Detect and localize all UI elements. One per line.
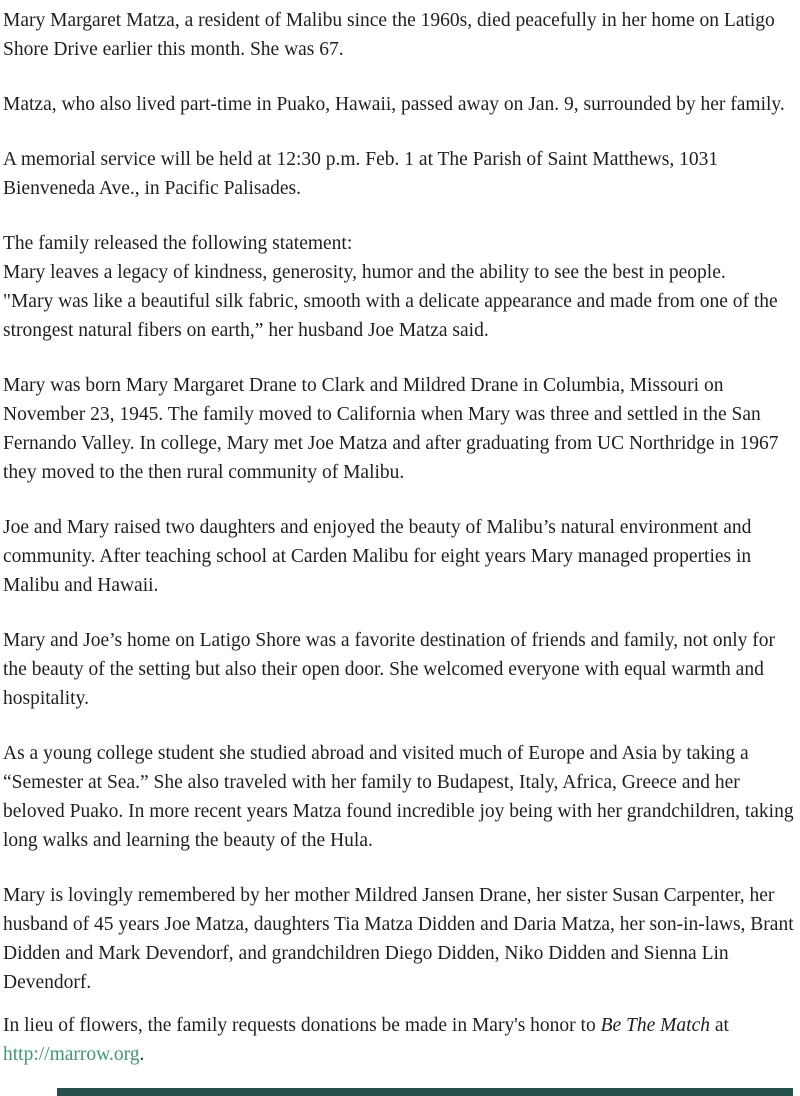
text-run: Joe and Mary raised two daughters and enjoyed the beauty of Malibu’s natural environment and community. After teaching school at Carden Malibu for eight years Mary managed properties in Malibu and Hawaii. xyxy=(3,517,752,596)
text-run: "Mary was like a beautiful silk fabric, smooth with a delicate appearance and made from one of the strongest natural fibers on earth,” her husband Joe Matza said. xyxy=(3,291,778,341)
text-run: Mary leaves a legacy of kindness, generosity, humor and the ability to see the best in people. xyxy=(3,262,726,283)
text-run: In lieu of flowers, the family requests donations be made in Mary's honor to xyxy=(3,1015,601,1036)
text-run: Mary was born Mary Margaret Drane to Clark and Mildred Drane in Columbia, Missouri on November 23, 1945. The family moved to California when Mary was three and settled in the San Fernando Valley. In college, Mary met Joe Matza and after graduating from UC Northridge in 1967 they moved to the then rural community of Malibu. xyxy=(3,375,779,483)
text-run: As a young college student she studied abroad and visited much of Europe and Asia by taking a “Semester at Sea.” She also traveled with her family to Budapest, Italy, Africa, Greece and her beloved Puako. In more recent years Matza found incredible joy being with her grandchildren, taking long walks and learning the beauty of the Hula. xyxy=(3,743,794,851)
paragraph-passing xyxy=(3,90,797,119)
text-run: Mary Margaret Matza, a resident of Malibu since the 1960s, died peacefully in her home on Latigo Shore Drive earlier this month. She was 67. xyxy=(3,10,775,60)
bottom-bar xyxy=(57,1088,793,1096)
text-run: Mary and Joe’s home on Latigo Shore was a favorite destination of friends and family, not only for the beauty of the setting but also their open door. She welcomed everyone with equal warmth and hospitality. xyxy=(3,630,776,709)
paragraph-survivors xyxy=(3,881,797,997)
text-run: Matza, who also lived part-time in Puako, Hawaii, passed away on Jan. 9, surrounded by her family. xyxy=(3,94,785,115)
text-run: The family released the following statement: xyxy=(3,233,353,254)
text-run: . xyxy=(139,1044,145,1065)
paragraph-early-life xyxy=(3,371,797,487)
marrow-org-link[interactable]: http://marrow.org xyxy=(3,1044,140,1065)
paragraph-family-statement xyxy=(3,229,797,345)
text-run: Mary is lovingly remembered by her mother Mildred Jansen Drane, her sister Susan Carpenter, her husband of 45 years Joe Matza, daughters Tia Matza Didden and Daria Matza, her son-in-laws, Brant Didden and Mark Devendorf, and grandchildren Diego Didden, Niko Didden and Sienna Lin Devendorf. xyxy=(3,885,794,993)
text-run: at xyxy=(709,1015,729,1036)
paragraph-memorial-service xyxy=(3,145,797,203)
paragraph-daughters xyxy=(3,513,797,600)
paragraph-latigo-shore xyxy=(3,626,797,713)
paragraph-intro xyxy=(3,6,797,64)
paragraph-travels xyxy=(3,739,797,855)
be-the-match-italic-text: Be The Match xyxy=(600,1015,710,1036)
paragraph-donations xyxy=(3,1011,797,1069)
text-run: A memorial service will be held at 12:30 p.m. Feb. 1 at The Parish of Saint Matthews, 1031 Bienveneda Ave., in Pacific Palisades. xyxy=(3,149,719,199)
